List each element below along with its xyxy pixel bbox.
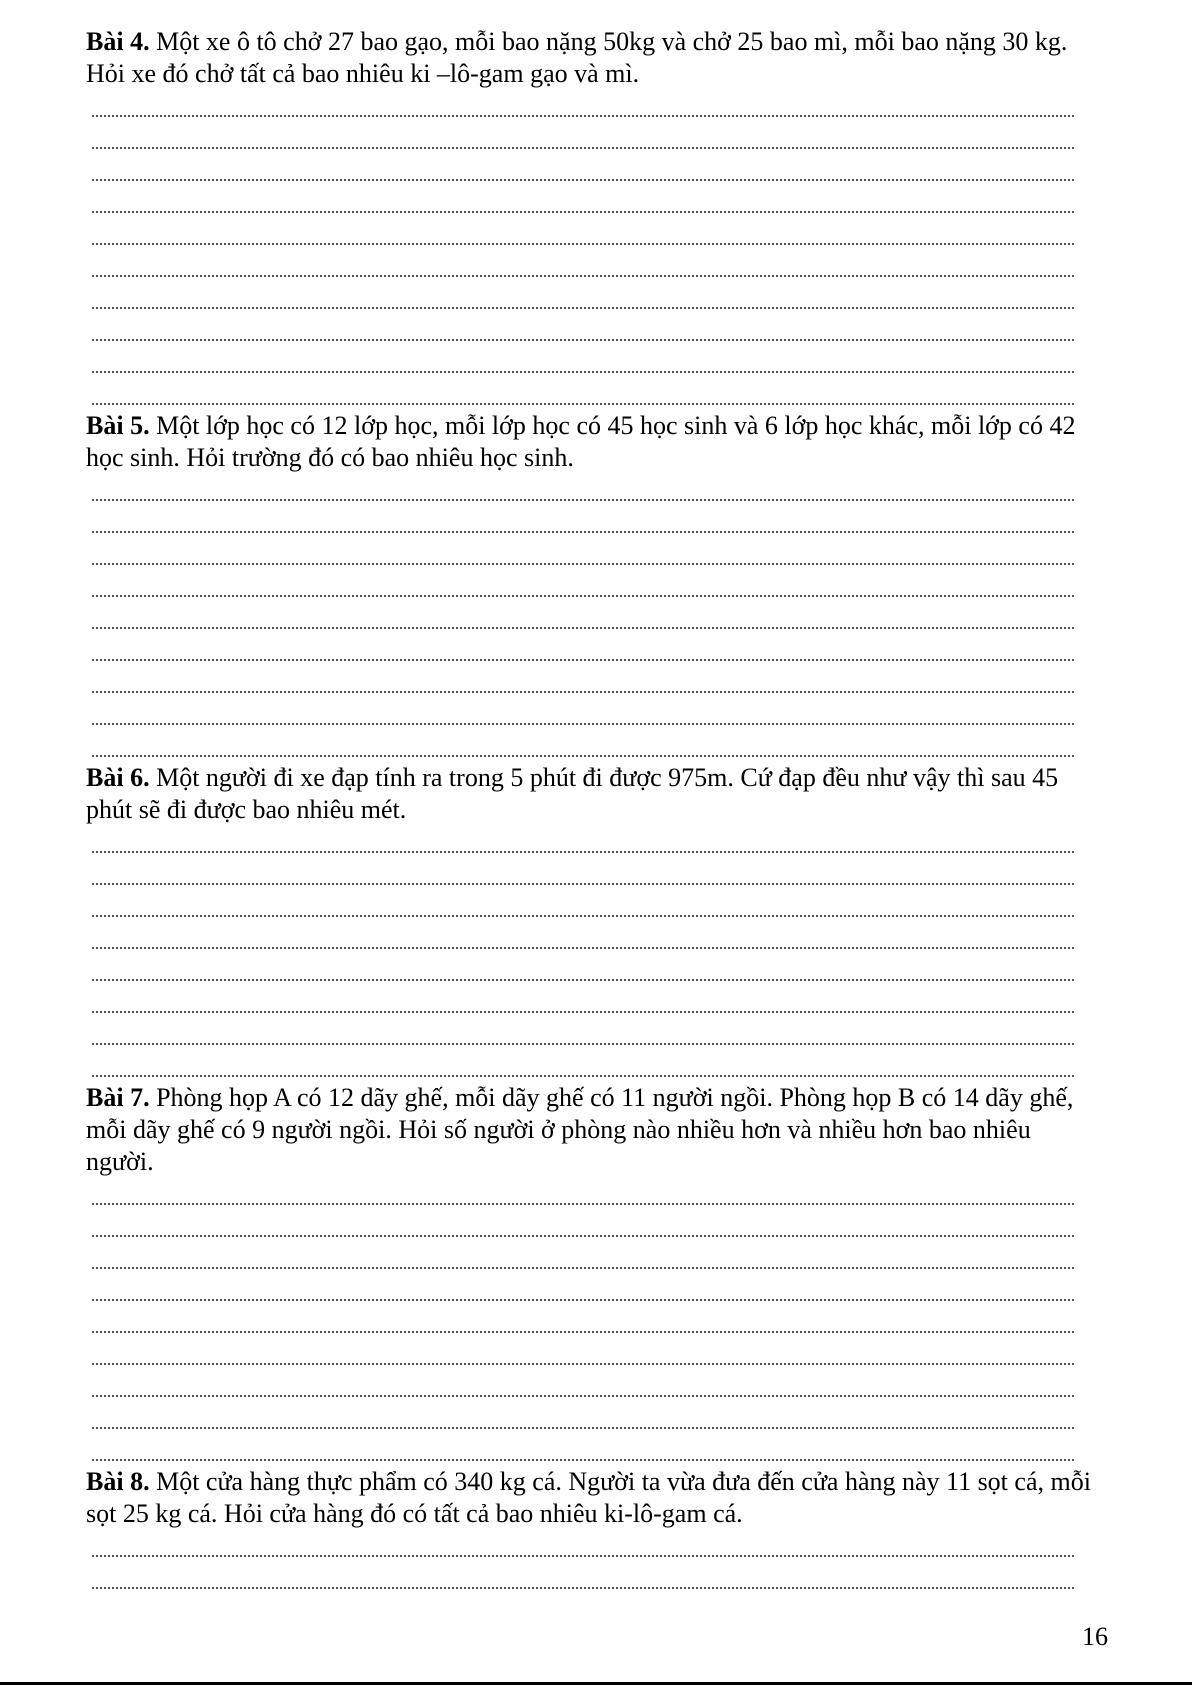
- answer-line: [92, 693, 1074, 725]
- answer-line: [92, 469, 1074, 501]
- problem-8-body: Một cửa hàng thực phẩm có 340 kg cá. Người ta vừa đưa đến cửa hàng này 11 sọt cá, mỗi sọt 25 kg cá. Hỏi cửa hàng đó có tất cả bao nhiêu ki-lô-gam cá.: [86, 1467, 1091, 1528]
- answer-line: [92, 629, 1074, 661]
- answer-line: [92, 597, 1074, 629]
- answer-line: [92, 277, 1074, 309]
- answer-line: [92, 341, 1074, 373]
- worksheet-page: [86, 26, 1102, 1594]
- answer-line: [92, 853, 1074, 885]
- problem-8-answer-area: [86, 1530, 1102, 1594]
- problem-8-text: [86, 1466, 1102, 1530]
- answer-line: [92, 1301, 1074, 1333]
- problem-5-text: [86, 410, 1102, 474]
- answer-line: [92, 1045, 1074, 1077]
- problem-7-answer-area: [86, 1178, 1102, 1466]
- answer-line: [92, 1013, 1074, 1045]
- answer-line: [92, 373, 1074, 405]
- problem-7-label: Bài 7.: [86, 1083, 150, 1112]
- answer-line: [92, 1429, 1074, 1461]
- answer-line: [92, 245, 1074, 277]
- answer-line: [92, 501, 1074, 533]
- page-number: 16: [1082, 1622, 1108, 1651]
- answer-line: [92, 1205, 1074, 1237]
- answer-line: [92, 981, 1074, 1013]
- problem-4-body: Một xe ô tô chở 27 bao gạo, mỗi bao nặng 50kg và chở 25 bao mì, mỗi bao nặng 30 kg. Hỏi xe đó chở tất cả bao nhiêu ki –lô-gam gạo và mì.: [86, 27, 1068, 88]
- answer-line: [92, 1397, 1074, 1429]
- answer-line: [92, 917, 1074, 949]
- problem-5-answer-area: [86, 474, 1102, 762]
- answer-line: [92, 885, 1074, 917]
- answer-line: [92, 1525, 1074, 1557]
- problem-6-text: [86, 762, 1102, 826]
- answer-line: [92, 149, 1074, 181]
- problem-4-answer-area: [86, 90, 1102, 410]
- answer-line: [92, 1365, 1074, 1397]
- problem-6-body: Một người đi xe đạp tính ra trong 5 phút đi được 975m. Cứ đạp đều như vậy thì sau 45 phút sẽ đi được bao nhiêu mét.: [86, 763, 1059, 824]
- problem-7-body: Phòng họp A có 12 dãy ghế, mỗi dãy ghế có 11 người ngồi. Phòng họp B có 14 dãy ghế, mỗi dãy ghế có 9 người ngồi. Hỏi số người ở phòng nào nhiều hơn và nhiều hơn bao nhiêu người.: [86, 1083, 1074, 1176]
- problem-8: [86, 1466, 1102, 1594]
- answer-line: [92, 565, 1074, 597]
- answer-line: [92, 725, 1074, 757]
- answer-line: [92, 85, 1074, 117]
- problem-6-answer-area: [86, 826, 1102, 1082]
- answer-line: [92, 533, 1074, 565]
- answer-line: [92, 1237, 1074, 1269]
- answer-line: [92, 1173, 1074, 1205]
- answer-line: [92, 117, 1074, 149]
- problem-5-body: Một lớp học có 12 lớp học, mỗi lớp học có 45 học sinh và 6 lớp học khác, mỗi lớp có 42 học sinh. Hỏi trường đó có bao nhiêu học sinh.: [86, 411, 1076, 472]
- problem-6: [86, 762, 1102, 1082]
- answer-line: [92, 309, 1074, 341]
- problem-5: [86, 410, 1102, 762]
- problem-4-text: [86, 26, 1102, 90]
- problem-4-label: Bài 4.: [86, 27, 150, 56]
- problem-5-label: Bài 5.: [86, 411, 150, 440]
- answer-line: [92, 1333, 1074, 1365]
- problem-7: [86, 1082, 1102, 1466]
- problem-6-label: Bài 6.: [86, 763, 150, 792]
- answer-line: [92, 213, 1074, 245]
- answer-line: [92, 821, 1074, 853]
- problem-8-label: Bài 8.: [86, 1467, 150, 1496]
- problem-7-text: [86, 1082, 1102, 1178]
- answer-line: [92, 1269, 1074, 1301]
- answer-line: [92, 181, 1074, 213]
- answer-line: [92, 661, 1074, 693]
- answer-line: [92, 1557, 1074, 1589]
- answer-line: [92, 949, 1074, 981]
- problem-4: [86, 26, 1102, 410]
